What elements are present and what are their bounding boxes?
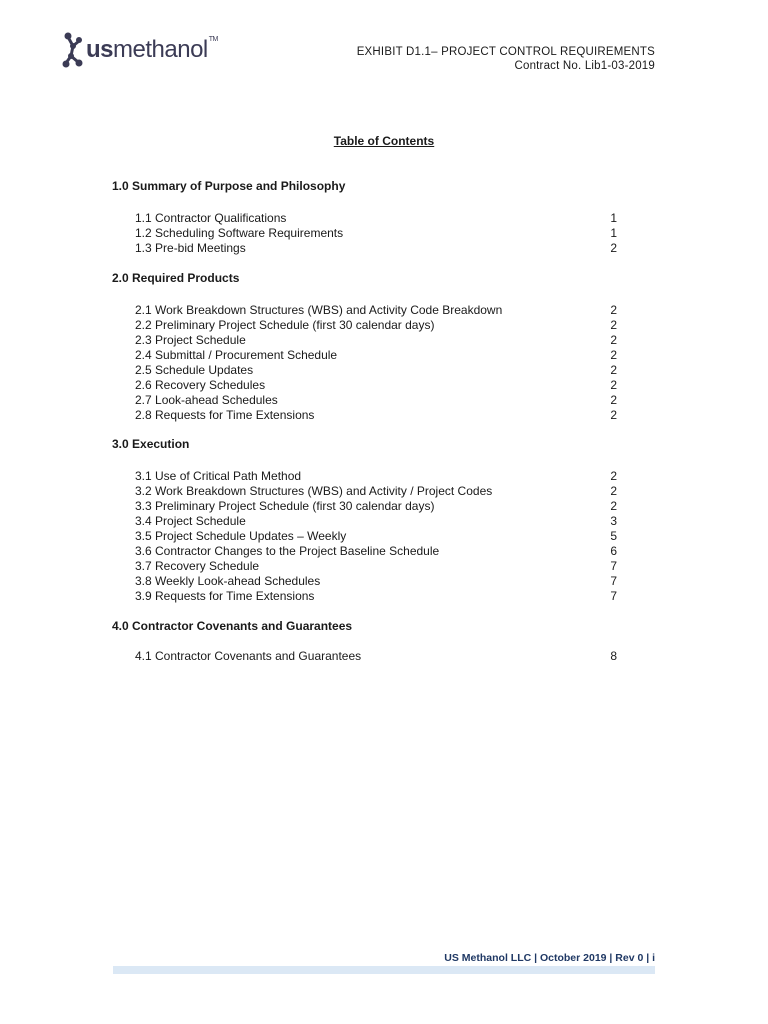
toc-entry-label: 3.8 Weekly Look-ahead Schedules <box>135 574 321 588</box>
toc-entry <box>135 469 617 484</box>
toc-entry-page: 7 <box>610 574 617 588</box>
toc-entry <box>135 348 617 363</box>
toc-entry-page: 1 <box>610 211 617 225</box>
toc-entry-page: 2 <box>610 499 617 513</box>
molecule-logo-icon <box>62 31 84 69</box>
toc-entry-page: 2 <box>610 303 617 317</box>
toc-entry-page: 2 <box>610 393 617 407</box>
contract-number: Contract No. Lib1-03-2019 <box>514 60 655 72</box>
toc-entry <box>135 514 617 529</box>
toc-entry-page: 2 <box>610 469 617 483</box>
toc-entry-page: 2 <box>610 241 617 255</box>
section-heading: 3.0 Execution <box>112 437 190 451</box>
exhibit-title: EXHIBIT D1.1– PROJECT CONTROL REQUIREMENTS <box>356 46 655 58</box>
toc-entry-page: 2 <box>610 408 617 422</box>
toc-entry-label: 1.2 Scheduling Software Requirements <box>135 226 344 240</box>
toc-entry-page: 5 <box>610 529 617 543</box>
toc-entry-label: 3.2 Work Breakdown Structures (WBS) and Activity / Project Codes <box>135 484 493 498</box>
toc-entry <box>135 499 617 514</box>
document-header <box>357 45 655 73</box>
section-heading: 2.0 Required Products <box>112 271 240 285</box>
toc-entry-page: 1 <box>610 226 617 240</box>
toc-entry <box>135 574 617 589</box>
section-heading: 1.0 Summary of Purpose and Philosophy <box>112 179 346 193</box>
toc-entry-label: 2.3 Project Schedule <box>135 333 246 347</box>
toc-entry-label: 3.7 Recovery Schedule <box>135 559 260 573</box>
toc-entry-page: 7 <box>610 559 617 573</box>
logo-trademark: TM <box>208 36 218 43</box>
toc-entry <box>135 363 617 378</box>
toc-entry-page: 2 <box>610 333 617 347</box>
toc-entry-page: 2 <box>610 318 617 332</box>
toc-entry <box>135 241 617 256</box>
toc-entry <box>135 226 617 241</box>
toc-entry <box>135 211 617 226</box>
toc-entry <box>135 303 617 318</box>
toc-entry-page: 6 <box>610 544 617 558</box>
toc-entry-label: 3.1 Use of Critical Path Method <box>135 469 302 483</box>
toc-entry <box>135 529 617 544</box>
toc-entry-label: 3.5 Project Schedule Updates – Weekly <box>135 529 347 543</box>
toc-entry-label: 2.5 Schedule Updates <box>135 363 254 377</box>
toc-entry-label: 3.6 Contractor Changes to the Project Baseline Schedule <box>135 544 440 558</box>
toc-entry-page: 2 <box>610 363 617 377</box>
page-footer: US Methanol LLC | October 2019 | Rev 0 | i <box>444 952 655 964</box>
toc-entry-page: 8 <box>610 649 617 663</box>
toc-title: Table of Contents <box>333 134 435 148</box>
footer-bar <box>113 966 655 974</box>
toc-entry-label: 4.1 Contractor Covenants and Guarantees <box>135 649 362 663</box>
toc-entry <box>135 559 617 574</box>
toc-entry-label: 2.4 Submittal / Procurement Schedule <box>135 348 338 362</box>
toc-entry <box>135 408 617 423</box>
toc-entry <box>135 378 617 393</box>
toc-entry-label: 2.7 Look-ahead Schedules <box>135 393 278 407</box>
toc-entry-label: 2.2 Preliminary Project Schedule (first 30 calendar days) <box>135 318 435 332</box>
toc-entry <box>135 318 617 333</box>
toc-entry-label: 2.1 Work Breakdown Structures (WBS) and Activity Code Breakdown <box>135 303 503 317</box>
toc-entry-label: 3.4 Project Schedule <box>135 514 246 528</box>
toc-entry <box>135 544 617 559</box>
logo-brand-rest: methanol <box>113 36 208 63</box>
toc-entry-page: 2 <box>610 378 617 392</box>
toc-entry-page: 7 <box>610 589 617 603</box>
toc-entry-page: 3 <box>610 514 617 528</box>
toc-entry <box>135 589 617 604</box>
toc-entry-page: 2 <box>610 348 617 362</box>
logo-wordmark <box>86 38 218 62</box>
toc-entry-page: 2 <box>610 484 617 498</box>
toc-entry-label: 3.9 Requests for Time Extensions <box>135 589 315 603</box>
toc-entry-label: 2.6 Recovery Schedules <box>135 378 266 392</box>
toc-entry <box>135 484 617 499</box>
us-methanol-logo <box>62 30 218 70</box>
toc-entry-label: 1.3 Pre-bid Meetings <box>135 241 246 255</box>
toc-entry <box>135 393 617 408</box>
toc-entry <box>135 649 617 664</box>
section-heading: 4.0 Contractor Covenants and Guarantees <box>112 619 353 633</box>
logo-brand-bold: us <box>86 36 114 63</box>
toc-entry-label: 3.3 Preliminary Project Schedule (first 30 calendar days) <box>135 499 435 513</box>
toc-entry <box>135 333 617 348</box>
toc-entry-label: 2.8 Requests for Time Extensions <box>135 408 315 422</box>
toc-entry-label: 1.1 Contractor Qualifications <box>135 211 287 225</box>
